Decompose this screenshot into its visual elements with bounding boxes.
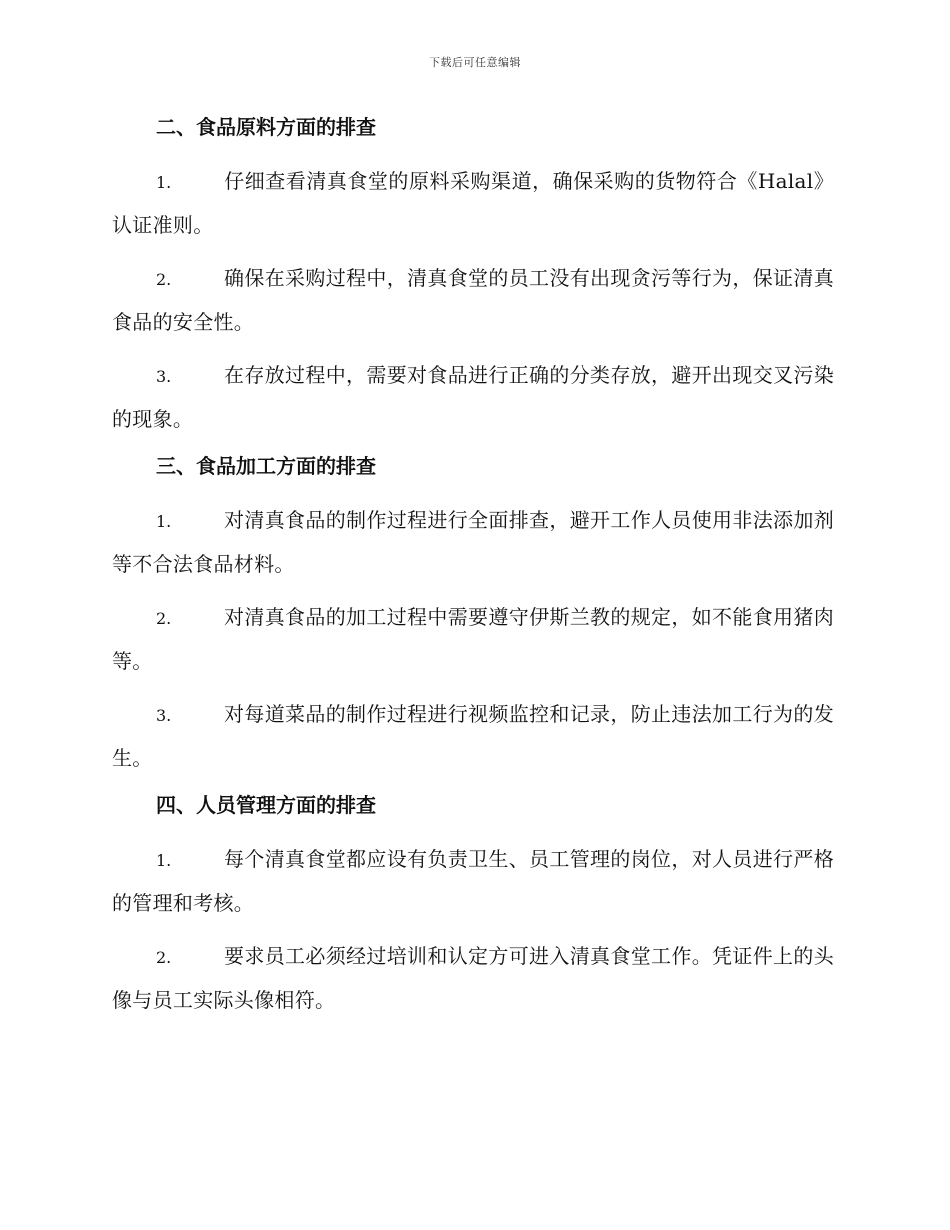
item-text: 仔细查看清真食堂的原料采购渠道，确保采购的货物符合《Halal》认证准则。 xyxy=(112,169,834,237)
list-item xyxy=(112,160,834,247)
list-item xyxy=(112,838,834,925)
list-item xyxy=(112,354,834,441)
item-text: 要求员工必须经过培训和认定方可进入清真食堂工作。凭证件上的头像与员工实际头像相符。 xyxy=(112,944,834,1012)
item-number: 2. xyxy=(156,609,172,628)
item-number: 1. xyxy=(156,512,172,531)
item-number: 3. xyxy=(156,367,172,386)
section-processing xyxy=(112,451,834,780)
item-number: 1. xyxy=(156,851,172,870)
item-number: 1. xyxy=(156,173,172,192)
list-item xyxy=(112,499,834,586)
list-item xyxy=(112,935,834,1022)
item-text: 对清真食品的制作过程进行全面排查，避开工作人员使用非法添加剂等不合法食品材料。 xyxy=(112,508,834,576)
list-item xyxy=(112,257,834,344)
section-title: 三、食品加工方面的排查 xyxy=(156,454,376,478)
item-number: 2. xyxy=(156,948,172,967)
item-text: 确保在采购过程中，清真食堂的员工没有出现贪污等行为，保证清真食品的安全性。 xyxy=(112,266,834,334)
section-title: 二、食品原料方面的排查 xyxy=(156,115,376,139)
item-number: 2. xyxy=(156,270,172,289)
header-note: 下载后可任意编辑 xyxy=(429,56,521,69)
section-staff xyxy=(112,790,834,1022)
document-body xyxy=(112,112,834,1032)
list-item xyxy=(112,693,834,780)
item-text: 对清真食品的加工过程中需要遵守伊斯兰教的规定，如不能食用猪肉等。 xyxy=(112,605,834,673)
section-ingredients xyxy=(112,112,834,441)
item-text: 对每道菜品的制作过程进行视频监控和记录，防止违法加工行为的发生。 xyxy=(112,702,834,770)
item-text: 在存放过程中，需要对食品进行正确的分类存放，避开出现交叉污染的现象。 xyxy=(112,363,834,431)
item-text: 每个清真食堂都应设有负责卫生、员工管理的岗位，对人员进行严格的管理和考核。 xyxy=(112,847,834,915)
list-item xyxy=(112,596,834,683)
section-title: 四、人员管理方面的排查 xyxy=(156,793,376,817)
item-number: 3. xyxy=(156,706,172,725)
